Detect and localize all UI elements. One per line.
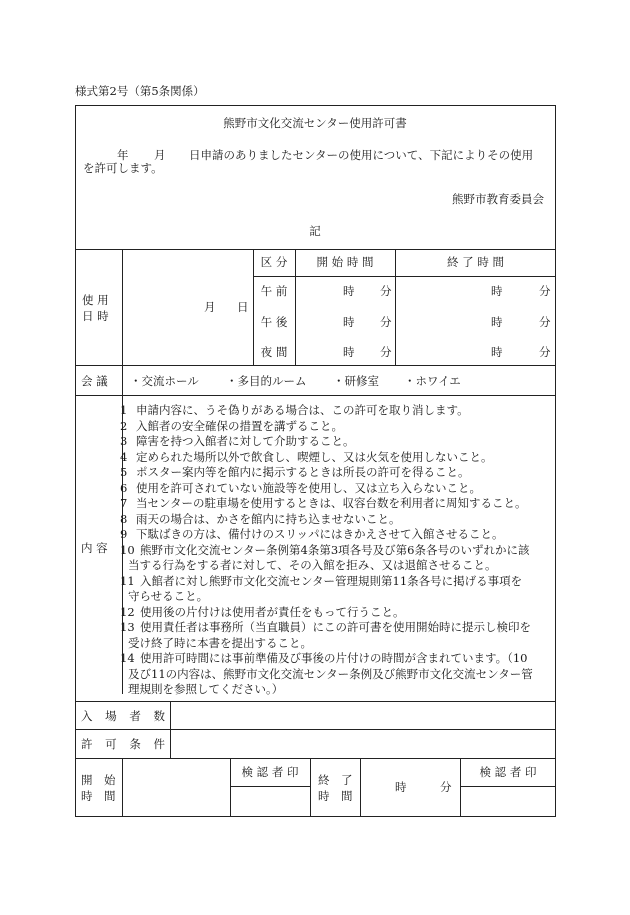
line-usage-bottom xyxy=(75,365,556,366)
contents-item-line: 熊野市文化交流センター条例第4条第3項各号及び第6条各号のいずれかに該 xyxy=(140,542,530,557)
contents-item xyxy=(120,512,560,528)
contents-item xyxy=(120,605,560,621)
contents-item-line: ポスター案内等を館内に掲示するときは所長の許可を得ること。 xyxy=(136,465,470,479)
am-start-hour: 時 xyxy=(343,284,355,298)
contents-item-line: 入館者に対し熊野市文化交流センター管理規則第11条各号に掲げる事項を xyxy=(140,573,523,588)
intro-month: 月 xyxy=(154,148,166,162)
contents-item-text xyxy=(136,419,560,435)
line-contents-bottom xyxy=(75,701,556,702)
contents-item-number: 1 xyxy=(120,403,128,417)
contents-item-line: 及び11の内容は、熊野市文化交流センター条例及び熊野市文化交流センター管 xyxy=(128,666,533,681)
contents-item-number: 14 xyxy=(120,651,135,665)
usage-month: 月 xyxy=(204,300,216,314)
intro-line2: を許可します。 xyxy=(83,161,163,175)
contents-item-line: 使用責任者は事務所（当直職員）にこの許可書を使用開始時に提示し検印を xyxy=(140,620,531,634)
rooms-label: 会 議 xyxy=(81,374,108,388)
frame-bottom xyxy=(75,816,556,817)
contents-item-line: 使用を許可されていない施設等を使用し、又は立ち入らないこと。 xyxy=(136,480,481,495)
contents-item-line: 障害を持つ入館者に対して介助すること。 xyxy=(136,434,355,448)
contents-item-text xyxy=(136,512,560,528)
pm-start-hour: 時 xyxy=(343,315,355,329)
conditions-label: 許 可 条 件 xyxy=(81,737,165,751)
line-end-label-right xyxy=(360,758,361,816)
contents-item-text xyxy=(140,605,560,621)
division-pm: 午 後 xyxy=(260,315,288,329)
contents-item-number: 3 xyxy=(120,434,128,448)
division-header: 区 分 xyxy=(260,255,288,269)
end-time-label-b: 時 間 xyxy=(318,789,353,803)
contents-item-text xyxy=(136,434,560,450)
contents-item xyxy=(120,419,560,435)
contents-item xyxy=(120,574,560,605)
contents-item-line: 申請内容に、うそ偽りがある場合は、この許可を取り消します。 xyxy=(136,403,469,417)
inspector-seal-label-1: 検 認 者 印 xyxy=(241,765,299,779)
division-night: 夜 間 xyxy=(260,345,288,359)
contents-item-number: 5 xyxy=(120,465,128,479)
contents-item-text xyxy=(136,481,560,497)
contents-item-number: 2 xyxy=(120,418,128,433)
night-end-hour: 時 xyxy=(491,345,503,359)
line-usage-top xyxy=(75,249,556,250)
line-usage-header xyxy=(253,276,556,277)
intro-year: 年 xyxy=(117,148,129,162)
contents-item-number: 9 xyxy=(120,527,128,541)
frame-top xyxy=(75,105,555,106)
usage-label-a: 使 用 xyxy=(82,293,109,307)
contents-item-text xyxy=(136,450,560,466)
usage-day: 日 xyxy=(237,300,249,314)
end-hour-unit: 時 xyxy=(395,780,407,794)
contents-item-line: 当センターの駐車場を使用するときは、収容台数を利用者に周知すること。 xyxy=(136,496,527,510)
contents-item-line: 使用後の片付けは使用者が責任をもって行うこと。 xyxy=(140,604,405,619)
end-time-label-a: 終 了 xyxy=(318,773,353,787)
end-header: 終 了 時 間 xyxy=(447,255,504,269)
contents-item-text xyxy=(128,542,560,574)
inspector-seal-label-2: 検 認 者 印 xyxy=(479,765,537,779)
contents-item-line: 入館者の安全確保の措置を講ずること。 xyxy=(136,418,343,433)
contents-item-line: 守らせること。 xyxy=(128,589,209,603)
contents-label: 内 容 xyxy=(81,541,108,555)
line-end-label-left xyxy=(310,758,311,816)
contents-item xyxy=(120,434,560,450)
line-inspect2-mid xyxy=(460,786,556,787)
usage-label-b: 日 時 xyxy=(82,309,109,323)
contents-item xyxy=(120,481,560,497)
intro-line1: 日申請のありましたセンターの使用について、下記によりその使用 xyxy=(189,148,534,162)
room-foyer: ・ホワイエ xyxy=(404,374,461,388)
contents-item xyxy=(120,496,560,512)
issuer: 熊野市教育委員会 xyxy=(452,192,544,206)
contents-item-number: 7 xyxy=(120,496,128,510)
room-training: ・研修室 xyxy=(333,374,379,388)
contents-item-text xyxy=(136,496,560,512)
contents-item-number: 6 xyxy=(120,480,128,495)
pm-end-hour: 時 xyxy=(491,315,503,329)
contents-item-line: 受け終了時に本書を提出すること。 xyxy=(128,635,312,650)
contents-item-number: 10 xyxy=(120,542,135,557)
contents-item-text xyxy=(136,465,560,481)
line-rooms-bottom xyxy=(75,395,556,396)
end-minute-unit: 分 xyxy=(440,780,452,794)
contents-item-text xyxy=(136,403,560,419)
am-start-min: 分 xyxy=(380,284,392,298)
contents-item-line: 使用許可時間には事前準備及び事後の片付けの時間が含まれています。（10 xyxy=(140,651,528,665)
start-time-label-a: 開 始 xyxy=(81,773,116,787)
contents-item-number: 11 xyxy=(120,573,135,588)
contents-item-number: 13 xyxy=(120,620,135,634)
contents-item-line: 理規則を参照してください。） xyxy=(128,682,284,696)
start-header: 開 始 時 間 xyxy=(316,255,374,269)
contents-item xyxy=(120,403,560,419)
contents-item-number: 12 xyxy=(120,604,135,619)
contents-item-line: 下駄ばきの方は、備付けのスリッパにはきかえさせて入館させること。 xyxy=(136,527,504,541)
am-end-min: 分 xyxy=(539,284,551,298)
contents-item xyxy=(120,450,560,466)
night-start-min: 分 xyxy=(380,345,392,359)
line-conditions-bottom xyxy=(75,758,556,759)
contents-item-line: 定められた場所以外で飲食し、喫煙し、又は火気を使用しないこと。 xyxy=(136,449,493,464)
contents-item-text xyxy=(128,620,560,651)
permit-title: 熊野市文化交流センター使用許可書 xyxy=(223,116,407,130)
frame-left xyxy=(75,105,76,816)
contents-item-text xyxy=(128,573,560,605)
contents-list xyxy=(120,403,560,698)
attendance-label: 入 場 者 数 xyxy=(81,709,165,723)
start-time-label-b: 時 間 xyxy=(81,789,116,803)
contents-item xyxy=(120,651,560,698)
ki-heading: 記 xyxy=(309,224,321,238)
contents-item-number: 8 xyxy=(120,511,128,526)
am-end-hour: 時 xyxy=(491,284,503,298)
line-inspect1-mid xyxy=(230,786,310,787)
contents-item-line: 雨天の場合は、かさを館内に持ち込ませないこと。 xyxy=(136,511,401,526)
contents-item xyxy=(120,543,560,574)
contents-item-text xyxy=(128,651,560,698)
contents-item-line: 当する行為をする者に対して、その入館を拒み、又は退館させること。 xyxy=(128,558,497,572)
line-usage-label-col xyxy=(122,249,123,365)
line-attendance-bottom xyxy=(75,729,556,730)
room-multipurpose: ・多目的ルーム xyxy=(226,374,307,388)
contents-item-text xyxy=(136,527,560,543)
pm-start-min: 分 xyxy=(380,315,392,329)
room-exchange-hall: ・交流ホール xyxy=(130,374,199,388)
contents-item xyxy=(120,465,560,481)
form-number: 様式第2号（第5条関係） xyxy=(75,84,205,98)
division-am: 午 前 xyxy=(260,284,288,298)
contents-item-number: 4 xyxy=(120,449,128,464)
pm-end-min: 分 xyxy=(539,315,551,329)
line-start-label-col xyxy=(122,758,123,816)
contents-item xyxy=(120,620,560,651)
contents-item xyxy=(120,527,560,543)
night-end-min: 分 xyxy=(539,345,551,359)
night-start-hour: 時 xyxy=(343,345,355,359)
